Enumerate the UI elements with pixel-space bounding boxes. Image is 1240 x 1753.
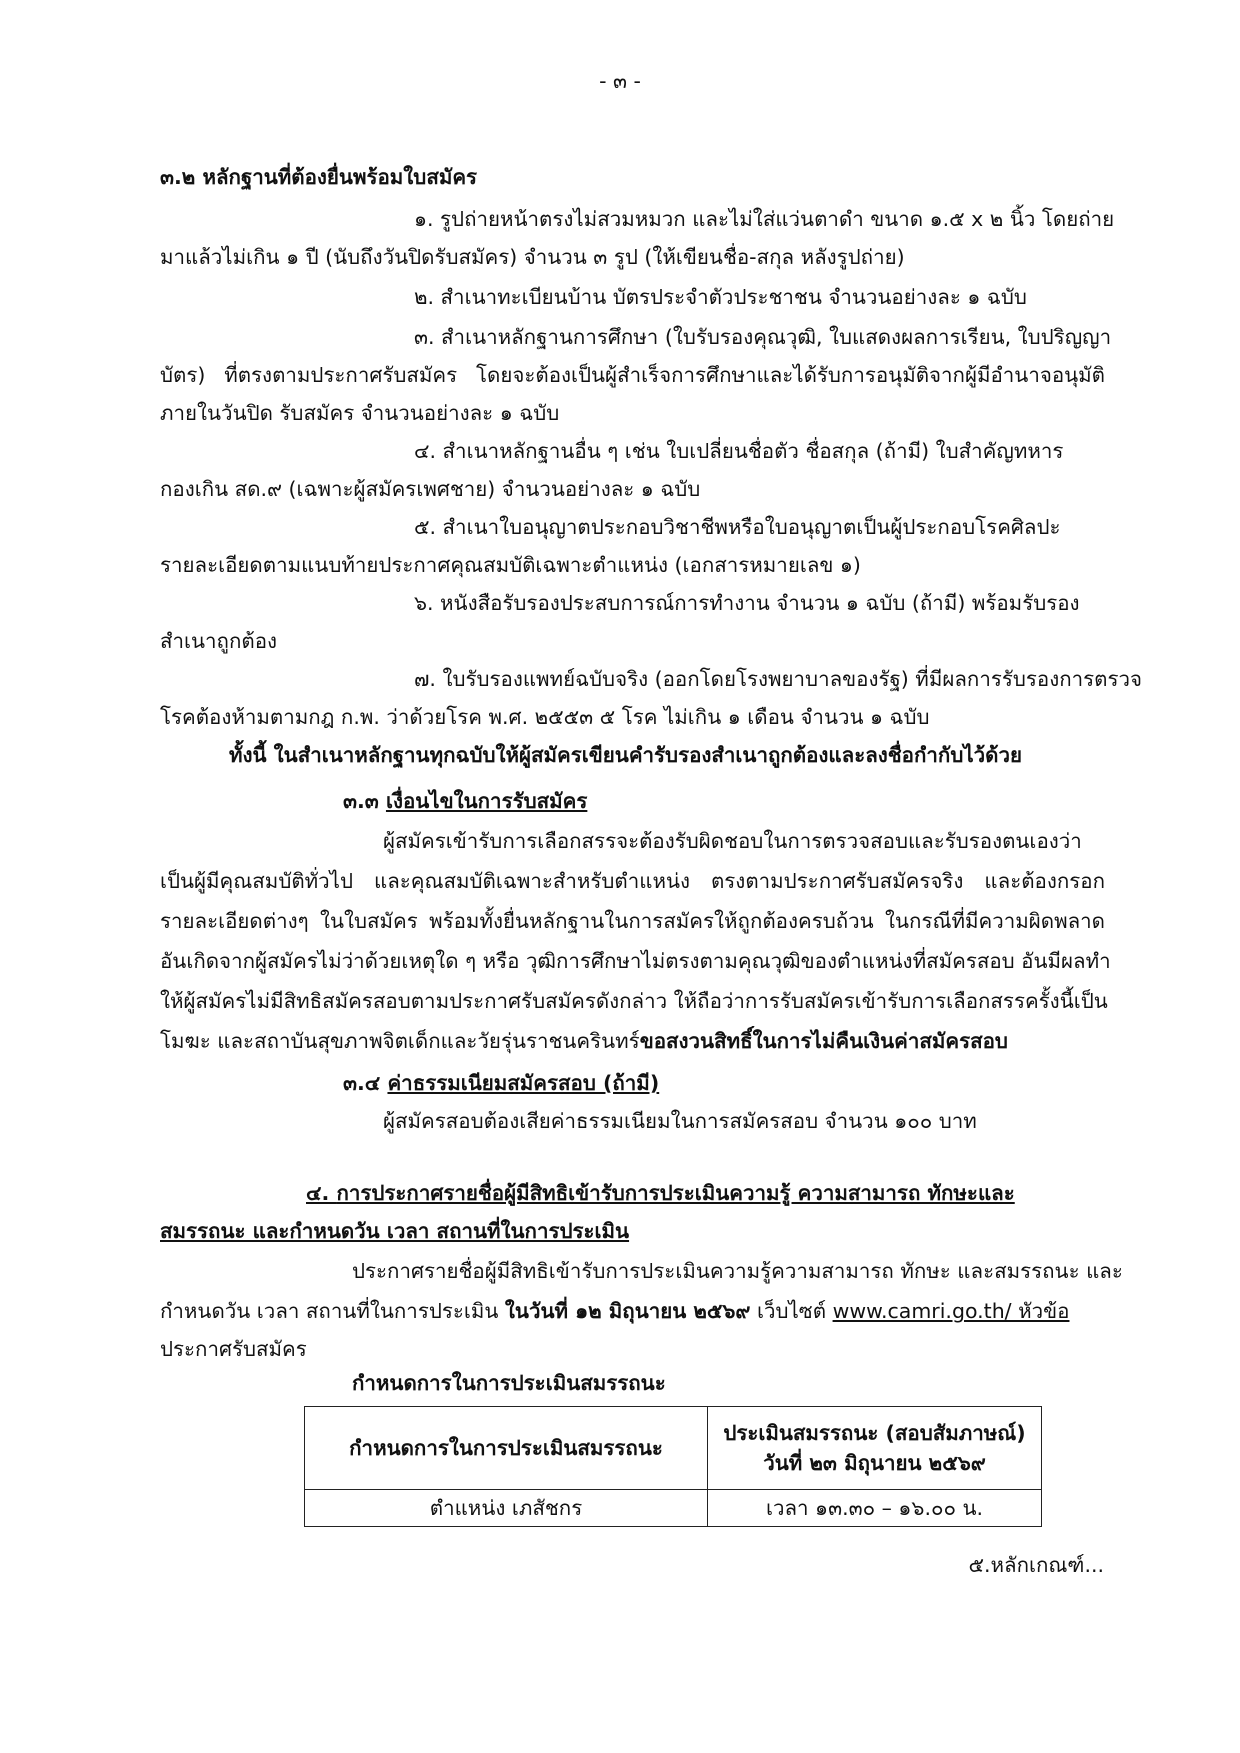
s34-number: ๓.๔	[343, 1071, 388, 1095]
section-3-3-heading	[343, 786, 587, 816]
s33-para-line2: เป็นผู้มีคุณสมบัติทั่วไป และคุณสมบัติเฉพาะสำหรับตำแหน่ง ตรงตามประกาศรับสมัครจริง และต้องกรอก	[160, 869, 1105, 893]
s4-number: ๔.	[306, 1181, 337, 1205]
s32-item6-line1: ๖. หนังสือรับรองประสบการณ์การทำงาน จำนวน ๑ ฉบับ (ถ้ามี) พร้อมรับรอง	[414, 591, 1080, 615]
s32-item5-line2: รายละเอียดตามแนบท้ายประกาศคุณสมบัติเฉพาะตำแหน่ง (เอกสารหมายเลข ๑)	[160, 553, 861, 577]
table-cell-time: เวลา ๑๓.๓๐ – ๑๖.๐๐ น.	[708, 1490, 1042, 1527]
section-3-2-heading: ๓.๒ หลักฐานที่ต้องยื่นพร้อมใบสมัคร	[160, 165, 478, 189]
s4-para-line2-date: ในวันที่ ๑๒ มิถุนายน ๒๕๖๙	[504, 1299, 751, 1323]
s32-item3-line1: ๓. สำเนาหลักฐานการศึกษา (ใบรับรองคุณวุฒิ, ใบแสดงผลการเรียน, ใบปริญญา	[414, 325, 1112, 349]
s4-para-line2	[160, 1296, 1069, 1326]
s34-title: ค่าธรรมเนียมสมัครสอบ (ถ้ามี)	[387, 1071, 660, 1095]
s4-para-line2-a: กำหนดวัน เวลา สถานที่ในการประเมิน	[160, 1299, 505, 1323]
s33-number: ๓.๓	[343, 789, 386, 813]
page-number: - ๓ -	[599, 69, 641, 93]
s33-para-line1: ผู้สมัครเข้ารับการเลือกสรรจะต้องรับผิดชอบในการตรวจสอบและรับรองตนเองว่า	[383, 829, 1082, 853]
s4-title-line1: การประกาศรายชื่อผู้มีสิทธิเข้ารับการประเมินความรู้ ความสามารถ ทักษะและ	[336, 1181, 1015, 1205]
section-4-heading-line1	[306, 1178, 1015, 1208]
table-header-row	[305, 1407, 1042, 1490]
s33-para-line3: รายละเอียดต่างๆ ในใบสมัคร พร้อมทั้งยื่นหลักฐานในการสมัครให้ถูกต้องครบถ้วน ในกรณีที่มีความผิดพลาด	[160, 909, 1105, 933]
s32-item5-line1: ๕. สำเนาใบอนุญาตประกอบวิชาชีพหรือใบอนุญาตเป็นผู้ประกอบโรคศิลปะ	[414, 515, 1061, 539]
s33-para-line5: ให้ผู้สมัครไม่มีสิทธิสมัครสอบตามประกาศรับสมัครดังกล่าว ให้ถือว่าการรับสมัครเข้ารับการเลือกสรรครั้งนี้เป็น	[160, 989, 1108, 1013]
s33-para-line6-b: ขอสงวนสิทธิ์ในการไม่คืนเงินค่าสมัครสอบ	[639, 1029, 1008, 1053]
table-header-right-line2: วันที่ ๒๓ มิถุนายน ๒๕๖๙	[763, 1451, 986, 1475]
schedule-table	[304, 1406, 1042, 1527]
table-header-right-line1: ประเมินสมรรถนะ (สอบสัมภาษณ์)	[723, 1421, 1026, 1445]
s32-item6-line2: สำเนาถูกต้อง	[160, 629, 278, 653]
website-link[interactable]: www.camri.go.th/ หัวข้อ	[832, 1299, 1070, 1323]
s32-item7-line2: โรคต้องห้ามตามกฎ ก.พ. ว่าด้วยโรค พ.ศ. ๒๕๕๓ ๕ โรค ไม่เกิน ๑ เดือน จำนวน ๑ ฉบับ	[160, 705, 930, 729]
s32-item4-line2: กองเกิน สด.๙ (เฉพาะผู้สมัครเพศชาย) จำนวนอย่างละ ๑ ฉบับ	[160, 477, 701, 501]
s4-para-line1: ประกาศรายชื่อผู้มีสิทธิเข้ารับการประเมินความรู้ความสามารถ ทักษะ และสมรรถนะ และ	[352, 1259, 1123, 1283]
s4-para-line2-c: เว็บไซต์	[750, 1299, 833, 1323]
s32-item3-line2: บัตร) ที่ตรงตามประกาศรับสมัคร โดยจะต้องเป็นผู้สำเร็จการศึกษาและได้รับการอนุมัติจากผู้มีอำนาจอนุมัติ	[160, 363, 1105, 387]
table-cell-position: ตำแหน่ง เภสัชกร	[305, 1490, 708, 1527]
section-4-heading-line2: สมรรถนะ และกำหนดวัน เวลา สถานที่ในการประเมิน	[160, 1219, 630, 1243]
s32-note: ทั้งนี้ ในสำเนาหลักฐานทุกฉบับให้ผู้สมัครเขียนคำรับรองสำเนาถูกต้องและลงชื่อกำกับไว้ด้วย	[229, 743, 1023, 767]
s32-item1-line2: มาแล้วไม่เกิน ๑ ปี (นับถึงวันปิดรับสมัคร) จำนวน ๓ รูป (ให้เขียนชื่อ-สกุล หลังรูปถ่าย)	[160, 245, 905, 269]
s33-para-line6	[160, 1026, 1008, 1056]
s33-title: เงื่อนไขในการรับสมัคร	[385, 789, 588, 813]
table-header-right	[708, 1407, 1042, 1490]
s33-para-line4: อันเกิดจากผู้สมัครไม่ว่าด้วยเหตุใด ๆ หรือ วุฒิการศึกษาไม่ตรงตามคุณวุฒิของตำแหน่งที่สมัครสอบ อันมีผลทำ	[160, 949, 1111, 973]
section-3-4-heading	[343, 1068, 659, 1098]
s32-item1-line1: ๑. รูปถ่ายหน้าตรงไม่สวมหมวก และไม่ใส่แว่นตาดำ ขนาด ๑.๕ x ๒ นิ้ว โดยถ่าย	[414, 207, 1115, 231]
schedule-subheading: กำหนดการในการประเมินสมรรถนะ	[352, 1371, 666, 1395]
s32-item2: ๒. สำเนาทะเบียนบ้าน บัตรประจำตัวประชาชน จำนวนอย่างละ ๑ ฉบับ	[414, 285, 1027, 309]
continuation-footer: ๕.หลักเกณฑ์...	[968, 1553, 1104, 1577]
s32-item7-line1: ๗. ใบรับรองแพทย์ฉบับจริง (ออกโดยโรงพยาบาลของรัฐ) ที่มีผลการรับรองการตรวจ	[414, 667, 1142, 691]
table-row	[305, 1490, 1042, 1527]
s33-para-line6-a: โมฆะ และสถาบันสุขภาพจิตเด็กและวัยรุ่นราชนครินทร์	[160, 1029, 640, 1053]
s34-para: ผู้สมัครสอบต้องเสียค่าธรรมเนียมในการสมัครสอบ จำนวน ๑๐๐ บาท	[383, 1109, 977, 1133]
s32-item4-line1: ๔. สำเนาหลักฐานอื่น ๆ เช่น ใบเปลี่ยนชื่อตัว ชื่อสกุล (ถ้ามี) ใบสำคัญทหาร	[414, 439, 1064, 463]
s32-item3-line3: ภายในวันปิด รับสมัคร จำนวนอย่างละ ๑ ฉบับ	[160, 401, 560, 425]
s4-para-line3: ประกาศรับสมัคร	[160, 1337, 307, 1361]
table-header-left: กำหนดการในการประเมินสมรรถนะ	[305, 1407, 708, 1490]
